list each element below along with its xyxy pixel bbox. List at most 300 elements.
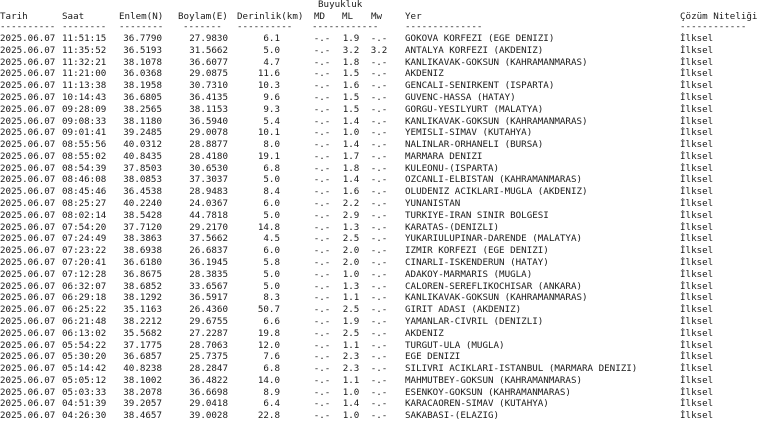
table-row xyxy=(0,127,770,138)
row-mw: -.- xyxy=(370,91,388,103)
row-time: 06:25:22 xyxy=(62,304,107,316)
row-time: 05:05:12 xyxy=(62,374,107,386)
row-md: -.- xyxy=(313,139,331,151)
row-md: -.- xyxy=(313,80,331,92)
row-quality: İlksel xyxy=(680,257,714,268)
row-depth: 4.7 xyxy=(263,56,280,68)
row-location: ANTALYA KORFEZI (AKDENIZ) xyxy=(405,44,544,56)
row-depth: 6.8 xyxy=(263,162,280,174)
row-latitude: 38.4657 xyxy=(123,410,162,422)
row-date: 2025.06.07 xyxy=(0,80,56,92)
row-md: -.- xyxy=(313,268,331,280)
row-md: -.- xyxy=(313,410,331,422)
row-longitude: 27.9830 xyxy=(189,33,228,44)
row-quality: İlksel xyxy=(680,410,714,422)
row-date: 2025.06.07 xyxy=(0,162,56,174)
row-md: -.- xyxy=(313,386,331,398)
row-longitude: 33.6567 xyxy=(189,280,228,292)
row-md: -.- xyxy=(313,280,331,292)
row-ml: 1.4 xyxy=(342,398,360,410)
row-mw: -.- xyxy=(370,68,388,80)
row-location: CALOREN-SEREFLIKOCHISAR (ANKARA) xyxy=(405,280,583,292)
row-depth: 10.1 xyxy=(257,127,280,139)
row-quality: İlksel xyxy=(680,174,714,186)
row-date: 2025.06.07 xyxy=(0,339,56,351)
row-mw: -.- xyxy=(370,386,388,398)
row-date: 2025.06.07 xyxy=(0,221,56,233)
row-latitude: 37.1775 xyxy=(123,339,162,351)
row-location: ADAKOY-MARMARIS (MUGLA) xyxy=(405,268,533,280)
row-mw: -.- xyxy=(370,198,388,210)
row-latitude: 36.0368 xyxy=(123,68,162,80)
row-ml: 2.3 xyxy=(342,351,360,363)
row-date: 2025.06.07 xyxy=(0,233,56,245)
row-quality: İlksel xyxy=(680,245,714,257)
row-location: CINARLI-ISKENDERUN (HATAY) xyxy=(405,257,549,268)
row-date: 2025.06.07 xyxy=(0,33,56,44)
row-latitude: 36.6180 xyxy=(123,257,162,268)
separator-time: -------- xyxy=(62,21,107,32)
row-latitude: 36.6805 xyxy=(123,91,162,103)
row-depth: 9.3 xyxy=(263,103,280,115)
column-header-latitude: Enlem(N) xyxy=(119,11,164,22)
row-time: 09:28:09 xyxy=(62,103,107,115)
row-longitude: 27.2287 xyxy=(189,327,228,339)
row-ml: 1.9 xyxy=(342,315,360,327)
row-latitude: 40.8435 xyxy=(123,150,162,162)
row-ml: 1.8 xyxy=(342,56,360,68)
row-date: 2025.06.07 xyxy=(0,91,56,103)
row-ml: 1.0 xyxy=(342,268,360,280)
row-ml: 1.8 xyxy=(342,162,360,174)
row-md: -.- xyxy=(313,44,331,56)
row-longitude: 25.7375 xyxy=(189,351,228,363)
row-ml: 1.1 xyxy=(342,374,360,386)
row-location: SAKABASI-(ELAZIG) xyxy=(405,410,500,422)
row-ml: 1.6 xyxy=(342,186,360,198)
row-latitude: 38.0853 xyxy=(123,174,162,186)
column-header-quality: Çözüm Niteliği xyxy=(680,11,758,22)
row-md: -.- xyxy=(313,91,331,103)
row-longitude: 28.3835 xyxy=(189,268,228,280)
table-row xyxy=(0,292,770,303)
row-date: 2025.06.07 xyxy=(0,209,56,221)
row-depth: 5.0 xyxy=(263,44,280,56)
row-ml: 2.3 xyxy=(342,363,360,375)
row-location: TURGUT-ULA (MUGLA) xyxy=(405,339,505,351)
row-mw: -.- xyxy=(370,150,388,162)
row-latitude: 39.2057 xyxy=(123,398,162,410)
row-mw: -.- xyxy=(370,174,388,186)
table-row xyxy=(0,387,770,398)
row-time: 05:54:22 xyxy=(62,339,107,351)
row-depth: 14.0 xyxy=(257,374,280,386)
row-ml: 1.6 xyxy=(342,80,360,92)
row-quality: İlksel xyxy=(680,363,714,375)
row-depth: 6.1 xyxy=(263,33,280,44)
row-ml: 1.5 xyxy=(342,91,360,103)
table-row xyxy=(0,363,770,374)
row-quality: İlksel xyxy=(680,374,714,386)
row-longitude: 36.4822 xyxy=(189,374,228,386)
separator-depth: ---------- xyxy=(237,21,293,32)
row-date: 2025.06.07 xyxy=(0,315,56,327)
row-latitude: 38.1292 xyxy=(123,292,162,304)
row-location: SILIVRI ACIKLARI-ISTANBUL (MARMARA DENIZI) xyxy=(405,363,638,375)
row-mw: -.- xyxy=(370,268,388,280)
row-date: 2025.06.07 xyxy=(0,268,56,280)
row-longitude: 36.5940 xyxy=(189,115,228,127)
row-latitude: 39.2485 xyxy=(123,127,162,139)
row-depth: 8.0 xyxy=(263,139,280,151)
row-location: MAHMUTBEY-GOKSUN (KAHRAMANMARAS) xyxy=(405,374,583,386)
row-date: 2025.06.07 xyxy=(0,44,56,56)
row-longitude: 28.7063 xyxy=(189,339,228,351)
table-row xyxy=(0,33,770,44)
row-quality: İlksel xyxy=(680,33,714,44)
separator-longitude: ------- xyxy=(183,21,222,32)
row-longitude: 36.6077 xyxy=(189,56,228,68)
table-row xyxy=(0,398,770,409)
row-mw: -.- xyxy=(370,257,388,268)
row-location: GIRIT ADASI (AKDENIZ) xyxy=(405,304,522,316)
row-ml: 1.3 xyxy=(342,221,360,233)
row-depth: 8.9 xyxy=(263,386,280,398)
table-row xyxy=(0,186,770,197)
separator-magnitude: ------------ xyxy=(312,21,379,32)
row-location: OZCANLI-ELBISTAN (KAHRAMANMARAS) xyxy=(405,174,583,186)
row-location: KANLIKAVAK-GOKSUN (KAHRAMANMARAS) xyxy=(405,56,588,68)
row-md: -.- xyxy=(313,127,331,139)
row-latitude: 38.2212 xyxy=(123,315,162,327)
row-time: 07:23:22 xyxy=(62,245,107,257)
row-time: 10:14:43 xyxy=(62,91,107,103)
row-quality: İlksel xyxy=(680,386,714,398)
row-mw: -.- xyxy=(370,327,388,339)
row-latitude: 36.8675 xyxy=(123,268,162,280)
row-depth: 5.0 xyxy=(263,209,280,221)
row-date: 2025.06.07 xyxy=(0,327,56,339)
row-longitude: 29.6755 xyxy=(189,315,228,327)
row-time: 07:24:49 xyxy=(62,233,107,245)
row-depth: 6.8 xyxy=(263,363,280,375)
row-md: -.- xyxy=(313,233,331,245)
row-quality: İlksel xyxy=(680,127,714,139)
magnitude-group-header xyxy=(0,0,770,10)
row-longitude: 28.9483 xyxy=(189,186,228,198)
row-time: 06:29:18 xyxy=(62,292,107,304)
row-ml: 1.4 xyxy=(342,139,360,151)
row-longitude: 36.5917 xyxy=(189,292,228,304)
row-md: -.- xyxy=(313,186,331,198)
row-ml: 1.5 xyxy=(342,103,360,115)
row-mw: -.- xyxy=(370,221,388,233)
row-mw: -.- xyxy=(370,233,388,245)
column-header-longitude: Boylam(E) xyxy=(178,11,228,22)
row-location: OLUDENIZ ACIKLARI-MUGLA (AKDENIZ) xyxy=(405,186,588,198)
row-mw: -.- xyxy=(370,363,388,375)
row-md: -.- xyxy=(313,33,331,44)
row-mw: -.- xyxy=(370,315,388,327)
row-longitude: 29.0078 xyxy=(189,127,228,139)
row-ml: 2.9 xyxy=(342,209,360,221)
row-date: 2025.06.07 xyxy=(0,115,56,127)
row-md: -.- xyxy=(313,209,331,221)
row-md: -.- xyxy=(313,315,331,327)
row-location: KANLIKAVAK-GOKSUN (KAHRAMANMARAS) xyxy=(405,292,588,304)
row-ml: 1.9 xyxy=(342,33,360,44)
row-location: TURKIYE-IRAN SINIR BOLGESI xyxy=(405,209,549,221)
row-longitude: 36.4135 xyxy=(189,91,228,103)
row-depth: 5.4 xyxy=(263,115,280,127)
table-row xyxy=(0,257,770,268)
row-time: 05:03:33 xyxy=(62,386,107,398)
row-time: 07:54:20 xyxy=(62,221,107,233)
separator-quality: ------------ xyxy=(680,21,747,32)
row-mw: -.- xyxy=(370,115,388,127)
row-latitude: 36.4538 xyxy=(123,186,162,198)
row-longitude: 28.2847 xyxy=(189,363,228,375)
row-latitude: 38.6938 xyxy=(123,245,162,257)
row-time: 05:30:20 xyxy=(62,351,107,363)
column-header-md: MD xyxy=(314,11,326,22)
row-date: 2025.06.07 xyxy=(0,292,56,304)
row-longitude: 29.0418 xyxy=(189,398,228,410)
row-longitude: 29.0875 xyxy=(189,68,228,80)
row-time: 08:02:14 xyxy=(62,209,107,221)
row-latitude: 38.6852 xyxy=(123,280,162,292)
row-quality: İlksel xyxy=(680,398,714,410)
row-md: -.- xyxy=(313,363,331,375)
row-md: -.- xyxy=(313,292,331,304)
column-header-time: Saat xyxy=(62,11,85,22)
row-date: 2025.06.07 xyxy=(0,198,56,210)
row-longitude: 30.7310 xyxy=(189,80,228,92)
table-row xyxy=(0,316,770,327)
row-md: -.- xyxy=(313,103,331,115)
row-quality: İlksel xyxy=(680,304,714,316)
row-location: MARMARA DENIZI xyxy=(405,150,483,162)
row-location: AKDENIZ xyxy=(405,327,444,339)
row-latitude: 37.8503 xyxy=(123,162,162,174)
row-depth: 5.0 xyxy=(263,280,280,292)
row-depth: 6.4 xyxy=(263,398,280,410)
row-ml: 1.1 xyxy=(342,339,360,351)
row-md: -.- xyxy=(313,162,331,174)
row-depth: 12.0 xyxy=(257,339,280,351)
row-date: 2025.06.07 xyxy=(0,139,56,151)
row-md: -.- xyxy=(313,304,331,316)
row-ml: 1.0 xyxy=(342,127,360,139)
row-md: -.- xyxy=(313,351,331,363)
row-date: 2025.06.07 xyxy=(0,398,56,410)
row-time: 11:13:38 xyxy=(62,80,107,92)
row-time: 07:20:41 xyxy=(62,257,107,268)
row-quality: İlksel xyxy=(680,139,714,151)
row-time: 08:46:08 xyxy=(62,174,107,186)
table-row xyxy=(0,151,770,162)
row-latitude: 38.1180 xyxy=(123,115,162,127)
row-mw: -.- xyxy=(370,162,388,174)
row-md: -.- xyxy=(313,327,331,339)
row-md: -.- xyxy=(313,115,331,127)
row-md: -.- xyxy=(313,257,331,268)
row-latitude: 38.1078 xyxy=(123,56,162,68)
row-location: GUVENC-HASSA (HATAY) xyxy=(405,91,516,103)
row-quality: İlksel xyxy=(680,292,714,304)
row-longitude: 36.1945 xyxy=(189,257,228,268)
table-row xyxy=(0,222,770,233)
row-ml: 2.0 xyxy=(342,245,360,257)
row-depth: 11.6 xyxy=(257,68,280,80)
row-time: 09:01:41 xyxy=(62,127,107,139)
row-time: 08:55:56 xyxy=(62,139,107,151)
row-mw: 3.2 xyxy=(370,44,388,56)
row-mw: -.- xyxy=(370,280,388,292)
row-ml: 1.0 xyxy=(342,410,360,422)
row-mw: -.- xyxy=(370,186,388,198)
row-time: 11:51:15 xyxy=(62,33,107,44)
row-mw: -.- xyxy=(370,127,388,139)
column-header-ml: ML xyxy=(342,11,354,22)
row-time: 07:12:28 xyxy=(62,268,107,280)
row-longitude: 30.6530 xyxy=(189,162,228,174)
row-time: 04:26:30 xyxy=(62,410,107,422)
row-ml: 1.0 xyxy=(342,386,360,398)
row-ml: 2.5 xyxy=(342,327,360,339)
row-date: 2025.06.07 xyxy=(0,150,56,162)
row-ml: 2.5 xyxy=(342,304,360,316)
row-location: KARACAOREN-SIMAV (KUTAHYA) xyxy=(405,398,549,410)
row-longitude: 31.5662 xyxy=(189,44,228,56)
row-mw: -.- xyxy=(370,56,388,68)
row-quality: İlksel xyxy=(680,80,714,92)
row-mw: -.- xyxy=(370,398,388,410)
row-md: -.- xyxy=(313,198,331,210)
table-row xyxy=(0,139,770,150)
row-depth: 50.7 xyxy=(257,304,280,316)
row-quality: İlksel xyxy=(680,268,714,280)
row-time: 06:21:48 xyxy=(62,315,107,327)
row-md: -.- xyxy=(313,339,331,351)
separator-location: -------------- xyxy=(405,21,483,32)
row-depth: 4.5 xyxy=(263,233,280,245)
table-row xyxy=(0,351,770,362)
row-quality: İlksel xyxy=(680,68,714,80)
table-row xyxy=(0,375,770,386)
row-location: YAMANLAR-CIVRIL (DENIZLI) xyxy=(405,315,544,327)
row-quality: İlksel xyxy=(680,315,714,327)
row-md: -.- xyxy=(313,56,331,68)
row-quality: İlksel xyxy=(680,162,714,174)
row-date: 2025.06.07 xyxy=(0,127,56,139)
table-row xyxy=(0,68,770,79)
table-row xyxy=(0,163,770,174)
row-time: 04:51:39 xyxy=(62,398,107,410)
row-latitude: 40.2240 xyxy=(123,198,162,210)
table-row xyxy=(0,304,770,315)
row-date: 2025.06.07 xyxy=(0,374,56,386)
row-time: 06:13:02 xyxy=(62,327,107,339)
row-quality: İlksel xyxy=(680,103,714,115)
row-latitude: 38.2078 xyxy=(123,386,162,398)
row-quality: İlksel xyxy=(680,150,714,162)
row-depth: 19.1 xyxy=(257,150,280,162)
row-location: YEMISLI-SIMAV (KUTAHYA) xyxy=(405,127,533,139)
column-header-date: Tarih xyxy=(0,11,28,22)
row-depth: 10.3 xyxy=(257,80,280,92)
row-quality: İlksel xyxy=(680,209,714,221)
row-location: KARATAS-(DENIZLI) xyxy=(405,221,500,233)
row-longitude: 28.4180 xyxy=(189,150,228,162)
row-quality: İlksel xyxy=(680,221,714,233)
row-ml: 1.7 xyxy=(342,150,360,162)
table-row xyxy=(0,45,770,56)
row-quality: İlksel xyxy=(680,233,714,245)
row-depth: 6.0 xyxy=(263,245,280,257)
row-location: YUNANISTAN xyxy=(405,198,461,210)
row-time: 06:32:07 xyxy=(62,280,107,292)
row-quality: İlksel xyxy=(680,186,714,198)
row-ml: 1.4 xyxy=(342,115,360,127)
row-date: 2025.06.07 xyxy=(0,257,56,268)
column-header-mw: Mw xyxy=(371,11,383,22)
table-row xyxy=(0,410,770,421)
row-longitude: 39.0028 xyxy=(189,410,228,422)
table-row xyxy=(0,174,770,185)
row-depth: 9.6 xyxy=(263,91,280,103)
row-quality: İlksel xyxy=(680,44,714,56)
row-time: 08:45:46 xyxy=(62,186,107,198)
row-quality: İlksel xyxy=(680,91,714,103)
row-mw: -.- xyxy=(370,139,388,151)
row-latitude: 37.7120 xyxy=(123,221,162,233)
row-longitude: 44.7818 xyxy=(189,209,228,221)
table-row xyxy=(0,57,770,68)
table-row xyxy=(0,116,770,127)
table-row xyxy=(0,281,770,292)
row-md: -.- xyxy=(313,245,331,257)
row-longitude: 37.5662 xyxy=(189,233,228,245)
row-latitude: 38.5428 xyxy=(123,209,162,221)
row-location: GORGU-YESILYURT (MALATYA) xyxy=(405,103,544,115)
column-header-depth: Derinlik(km) xyxy=(237,11,304,22)
row-location: YUKARIULUPINAR-DARENDE (MALATYA) xyxy=(405,233,583,245)
row-date: 2025.06.07 xyxy=(0,56,56,68)
row-mw: -.- xyxy=(370,339,388,351)
row-depth: 6.6 xyxy=(263,315,280,327)
row-ml: 2.0 xyxy=(342,257,360,268)
table-row xyxy=(0,210,770,221)
separator-latitude: -------- xyxy=(119,21,164,32)
row-location: AKDENIZ xyxy=(405,68,444,80)
row-mw: -.- xyxy=(370,351,388,363)
row-date: 2025.06.07 xyxy=(0,304,56,316)
row-depth: 8.3 xyxy=(263,292,280,304)
row-depth: 5.0 xyxy=(263,268,280,280)
row-mw: -.- xyxy=(370,209,388,221)
row-depth: 5.8 xyxy=(263,257,280,268)
row-md: -.- xyxy=(313,398,331,410)
row-latitude: 38.1002 xyxy=(123,374,162,386)
row-date: 2025.06.07 xyxy=(0,174,56,186)
row-quality: İlksel xyxy=(680,56,714,68)
row-latitude: 36.5193 xyxy=(123,44,162,56)
row-md: -.- xyxy=(313,221,331,233)
row-latitude: 36.7790 xyxy=(123,33,162,44)
row-depth: 7.6 xyxy=(263,351,280,363)
row-md: -.- xyxy=(313,374,331,386)
